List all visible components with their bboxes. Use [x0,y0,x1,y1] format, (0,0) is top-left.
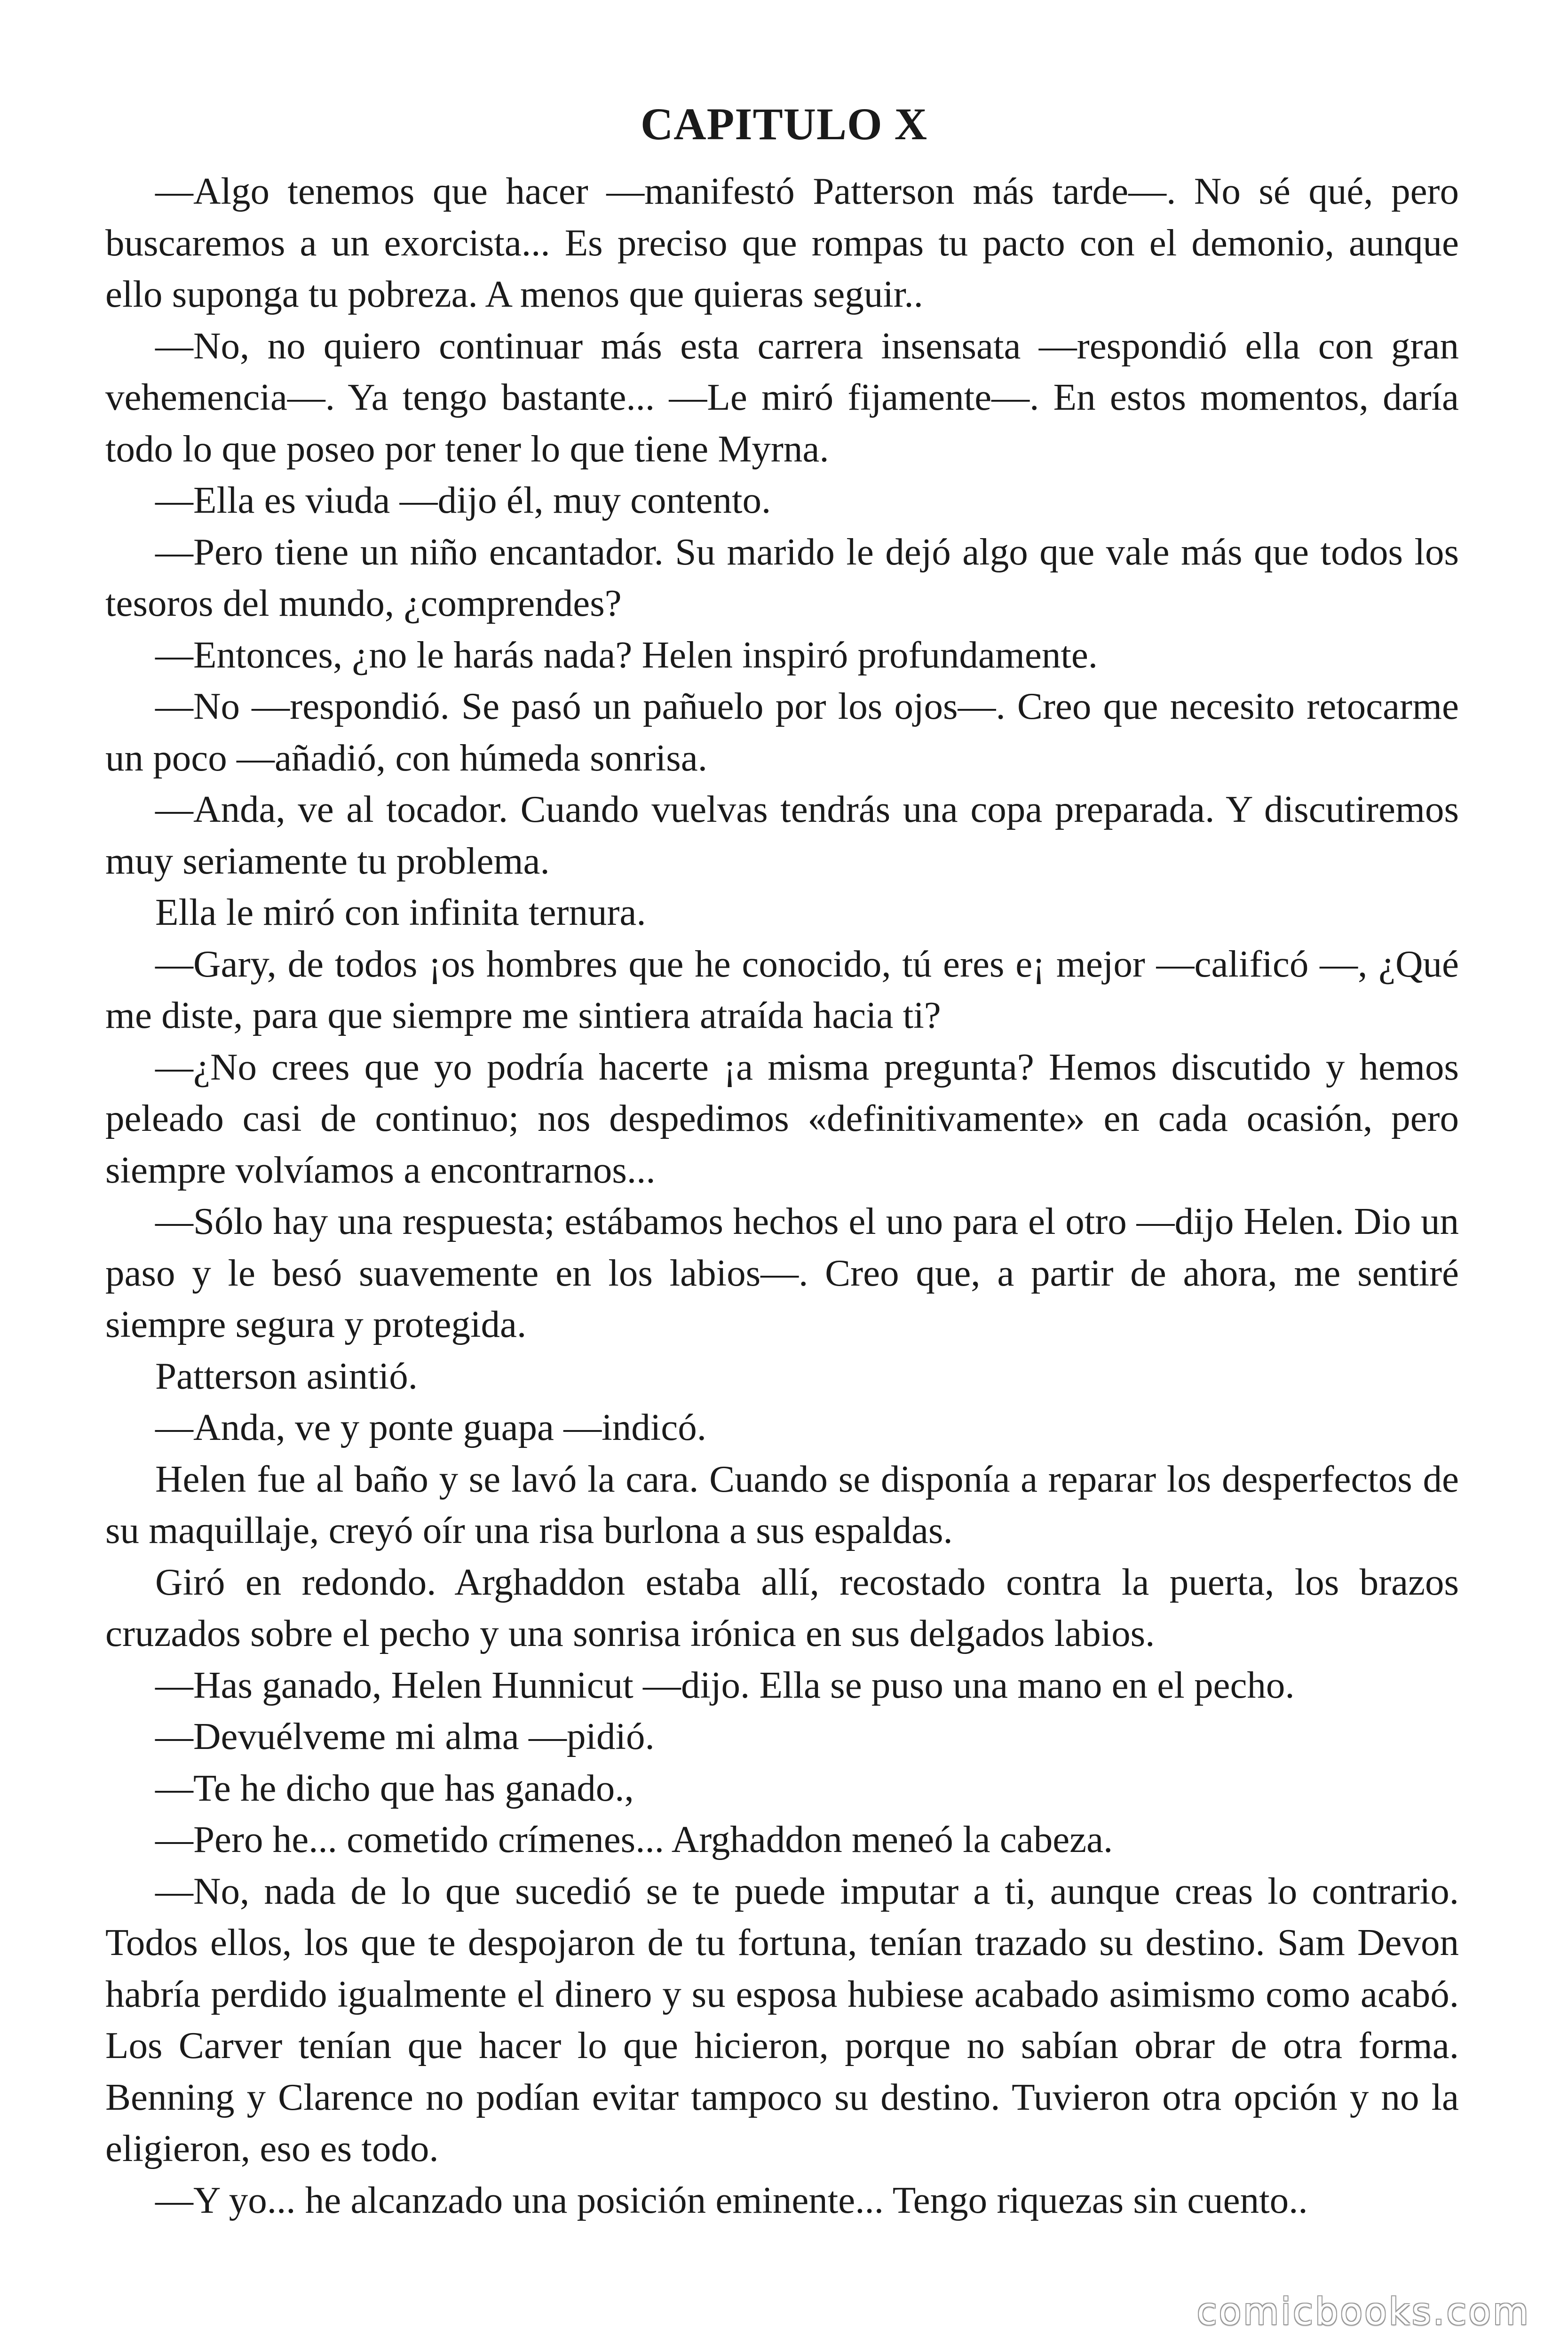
chapter-body [105,166,1459,2226]
chapter-title: CAPITULO X [640,99,928,150]
paragraph: —No —respondió. Se pasó un pañuelo por los ojos—. Creo que necesito retocarme un poco —añadió, con húmeda sonrisa. [105,685,1459,779]
paragraph: —Gary, de todos ¡os hombres que he conocido, tú eres e¡ mejor —calificó —, ¿Qué me diste, para que siempre me sintiera atraída hacia ti? [105,942,1459,1036]
paragraph: Ella le miró con infinita ternura. [155,891,646,933]
paragraph: —Has ganado, Helen Hunnicut —dijo. Ella se puso una mano en el pecho. [155,1663,1295,1706]
paragraph: —No, nada de lo que sucedió se te puede imputar a ti, aunque creas lo contrario. Todos ellos, los que te despojaron de tu fortuna, tenían trazado su destino. Sam Devon habría perdido igualmente el dinero y su esposa hubiese acabado asimismo como acabó. Los Carver tenían que hacer lo que hicieron, porque no sabían obrar de otra forma. Benning y Clarence no podían evitar tampoco su destino. Tuvieron otra opción y no la eligieron, eso es todo. [105,1869,1459,2169]
paragraph: —Anda, ve al tocador. Cuando vuelvas tendrás una copa preparada. Y discutiremos muy seriamente tu problema. [105,788,1459,882]
paragraph: —Anda, ve y ponte guapa —indicó. [155,1406,706,1448]
paragraph: Helen fue al baño y se lavó la cara. Cuando se disponía a reparar los desperfectos de su maquillaje, creyó oír una risa burlona a sus espaldas. [105,1457,1459,1551]
paragraph: —Sólo hay una respuesta; estábamos hechos el uno para el otro —dijo Helen. Dio un paso y le besó suavemente en los labios—. Creo que, a partir de ahora, me sentiré siempre segura y protegida. [105,1200,1459,1345]
paragraph: —Ella es viuda —dijo él, muy contento. [155,479,771,521]
paragraph: —Pero he... cometido crímenes... Arghaddon meneó la cabeza. [155,1818,1113,1860]
watermark: comicbooks.com [1196,2291,1530,2333]
paragraph: —Pero tiene un niño encantador. Su marido le dejó algo que vale más que todos los tesoros del mundo, ¿comprendes? [105,530,1459,624]
paragraph: —Algo tenemos que hacer —manifestó Patterson más tarde—. No sé qué, pero buscaremos a un exorcista... Es preciso que rompas tu pacto con el demonio, aunque ello suponga tu pobreza. A menos que quieras seguir.. [105,170,1459,315]
paragraph: —Entonces, ¿no le harás nada? Helen inspiró profundamente. [155,633,1098,676]
paragraph: Giró en redondo. Arghaddon estaba allí, recostado contra la puerta, los brazos cruzados sobre el pecho y una sonrisa irónica en sus delgados labios. [105,1560,1459,1654]
paragraph: —Devuélveme mi alma —pidió. [155,1715,655,1757]
paragraph: —Te he dicho que has ganado., [155,1766,634,1809]
paragraph: Patterson asintió. [155,1354,418,1397]
paragraph: —No, no quiero continuar más esta carrera insensata —respondió ella con gran vehemencia—. Ya tengo bastante... —Le miró fijamente—. En estos momentos, daría todo lo que poseo por tener lo que tiene Myrna. [105,324,1459,470]
paragraph: —Y yo... he alcanzado una posición eminente... Tengo riquezas sin cuento.. [155,2178,1308,2221]
paragraph: —¿No crees que yo podría hacerte ¡a misma pregunta? Hemos discutido y hemos peleado casi de continuo; nos despedimos «definitivamente» en cada ocasión, pero siempre volvíamos a encontrarnos... [105,1045,1459,1191]
